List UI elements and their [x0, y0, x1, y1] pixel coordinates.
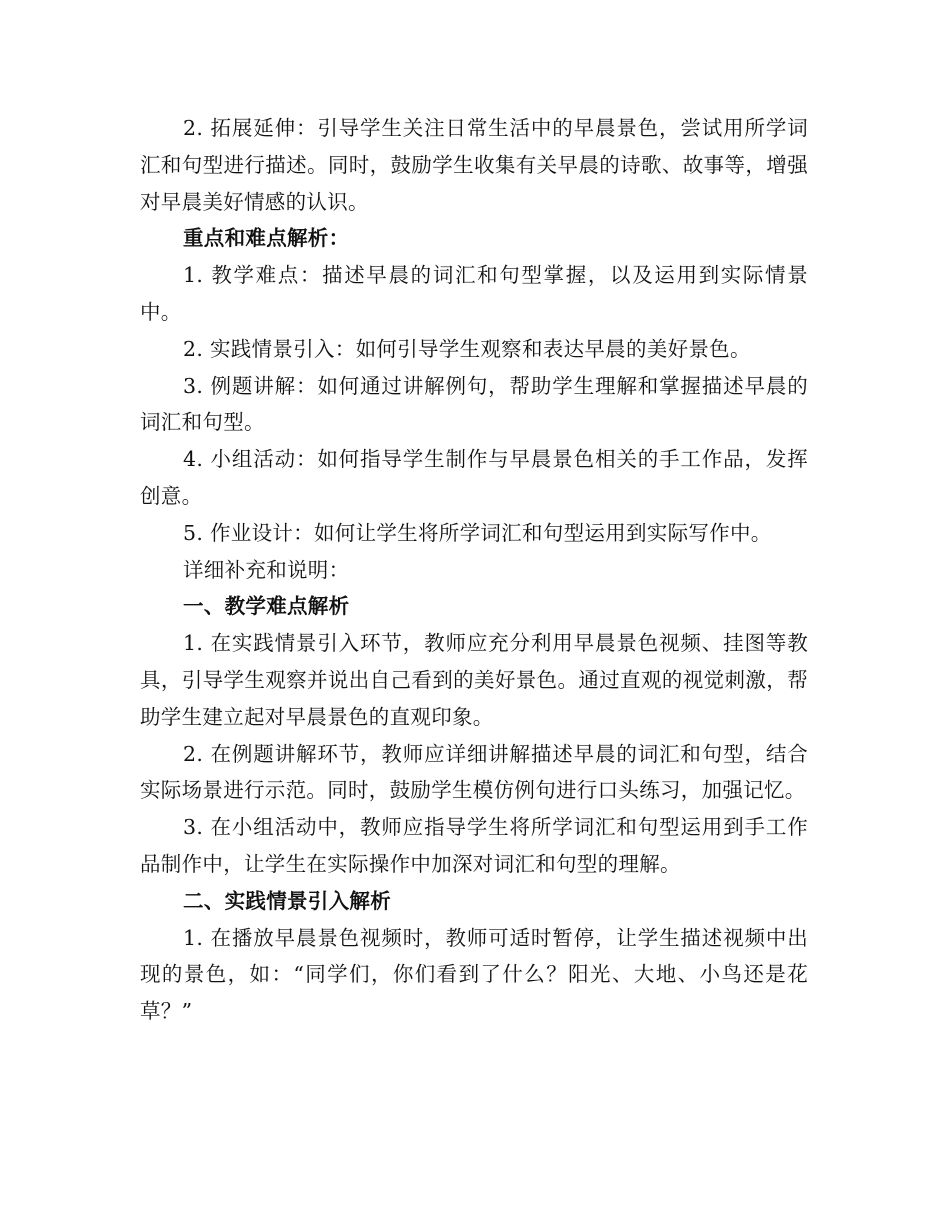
- paragraph-section-2-item-1: 1. 在播放早晨景色视频时，教师可适时暂停，让学生描述视频中出现的景色，如：“同学们，你们看到了什么？阳光、大地、小鸟还是花草？”: [140, 925, 808, 1024]
- paragraph-difficulty-5: 5. 作业设计：如何让学生将所学词汇和句型运用到实际写作中。: [183, 520, 772, 545]
- document-body: [140, 110, 808, 1030]
- heading-details: 详细补充和说明：: [183, 557, 350, 582]
- heading-key-points: 重点和难点解析：: [183, 226, 350, 251]
- paragraph-difficulty-3: 3. 例题讲解：如何通过讲解例句，帮助学生理解和掌握描述早晨的词汇和句型。: [140, 373, 808, 435]
- paragraph-difficulty-2: 2. 实践情景引入：如何引导学生观察和表达早晨的美好景色。: [183, 336, 751, 361]
- paragraph-extension: 2. 拓展延伸：引导学生关注日常生活中的早晨景色，尝试用所学词汇和句型进行描述。同时，鼓励学生收集有关早晨的诗歌、故事等，增强对早晨美好情感的认识。: [140, 116, 808, 214]
- paragraph-section-1-item-1: 1. 在实践情景引入环节，教师应充分利用早晨景色视频、挂图等教具，引导学生观察并说出自己看到的美好景色。通过直观的视觉刺激，帮助学生建立起对早晨景色的直观印象。: [140, 631, 808, 729]
- paragraph-section-1-item-3: 3. 在小组活动中，教师应指导学生将所学词汇和句型运用到手工作品制作中，让学生在实际操作中加深对词汇和句型的理解。: [140, 815, 808, 876]
- heading-section-2: 二、实践情景引入解析: [183, 888, 391, 913]
- paragraph-difficulty-1: 1. 教学难点：描述早晨的词汇和句型掌握，以及运用到实际情景中。: [140, 263, 808, 324]
- paragraph-difficulty-4: 4. 小组活动：如何指导学生制作与早晨景色相关的手工作品，发挥创意。: [140, 447, 808, 508]
- heading-section-1: 一、教学难点解析: [183, 594, 350, 619]
- paragraph-section-1-item-2: 2. 在例题讲解环节，教师应详细讲解描述早晨的词汇和句型，结合实际场景进行示范。同时，鼓励学生模仿例句进行口头练习，加强记忆。: [140, 741, 808, 803]
